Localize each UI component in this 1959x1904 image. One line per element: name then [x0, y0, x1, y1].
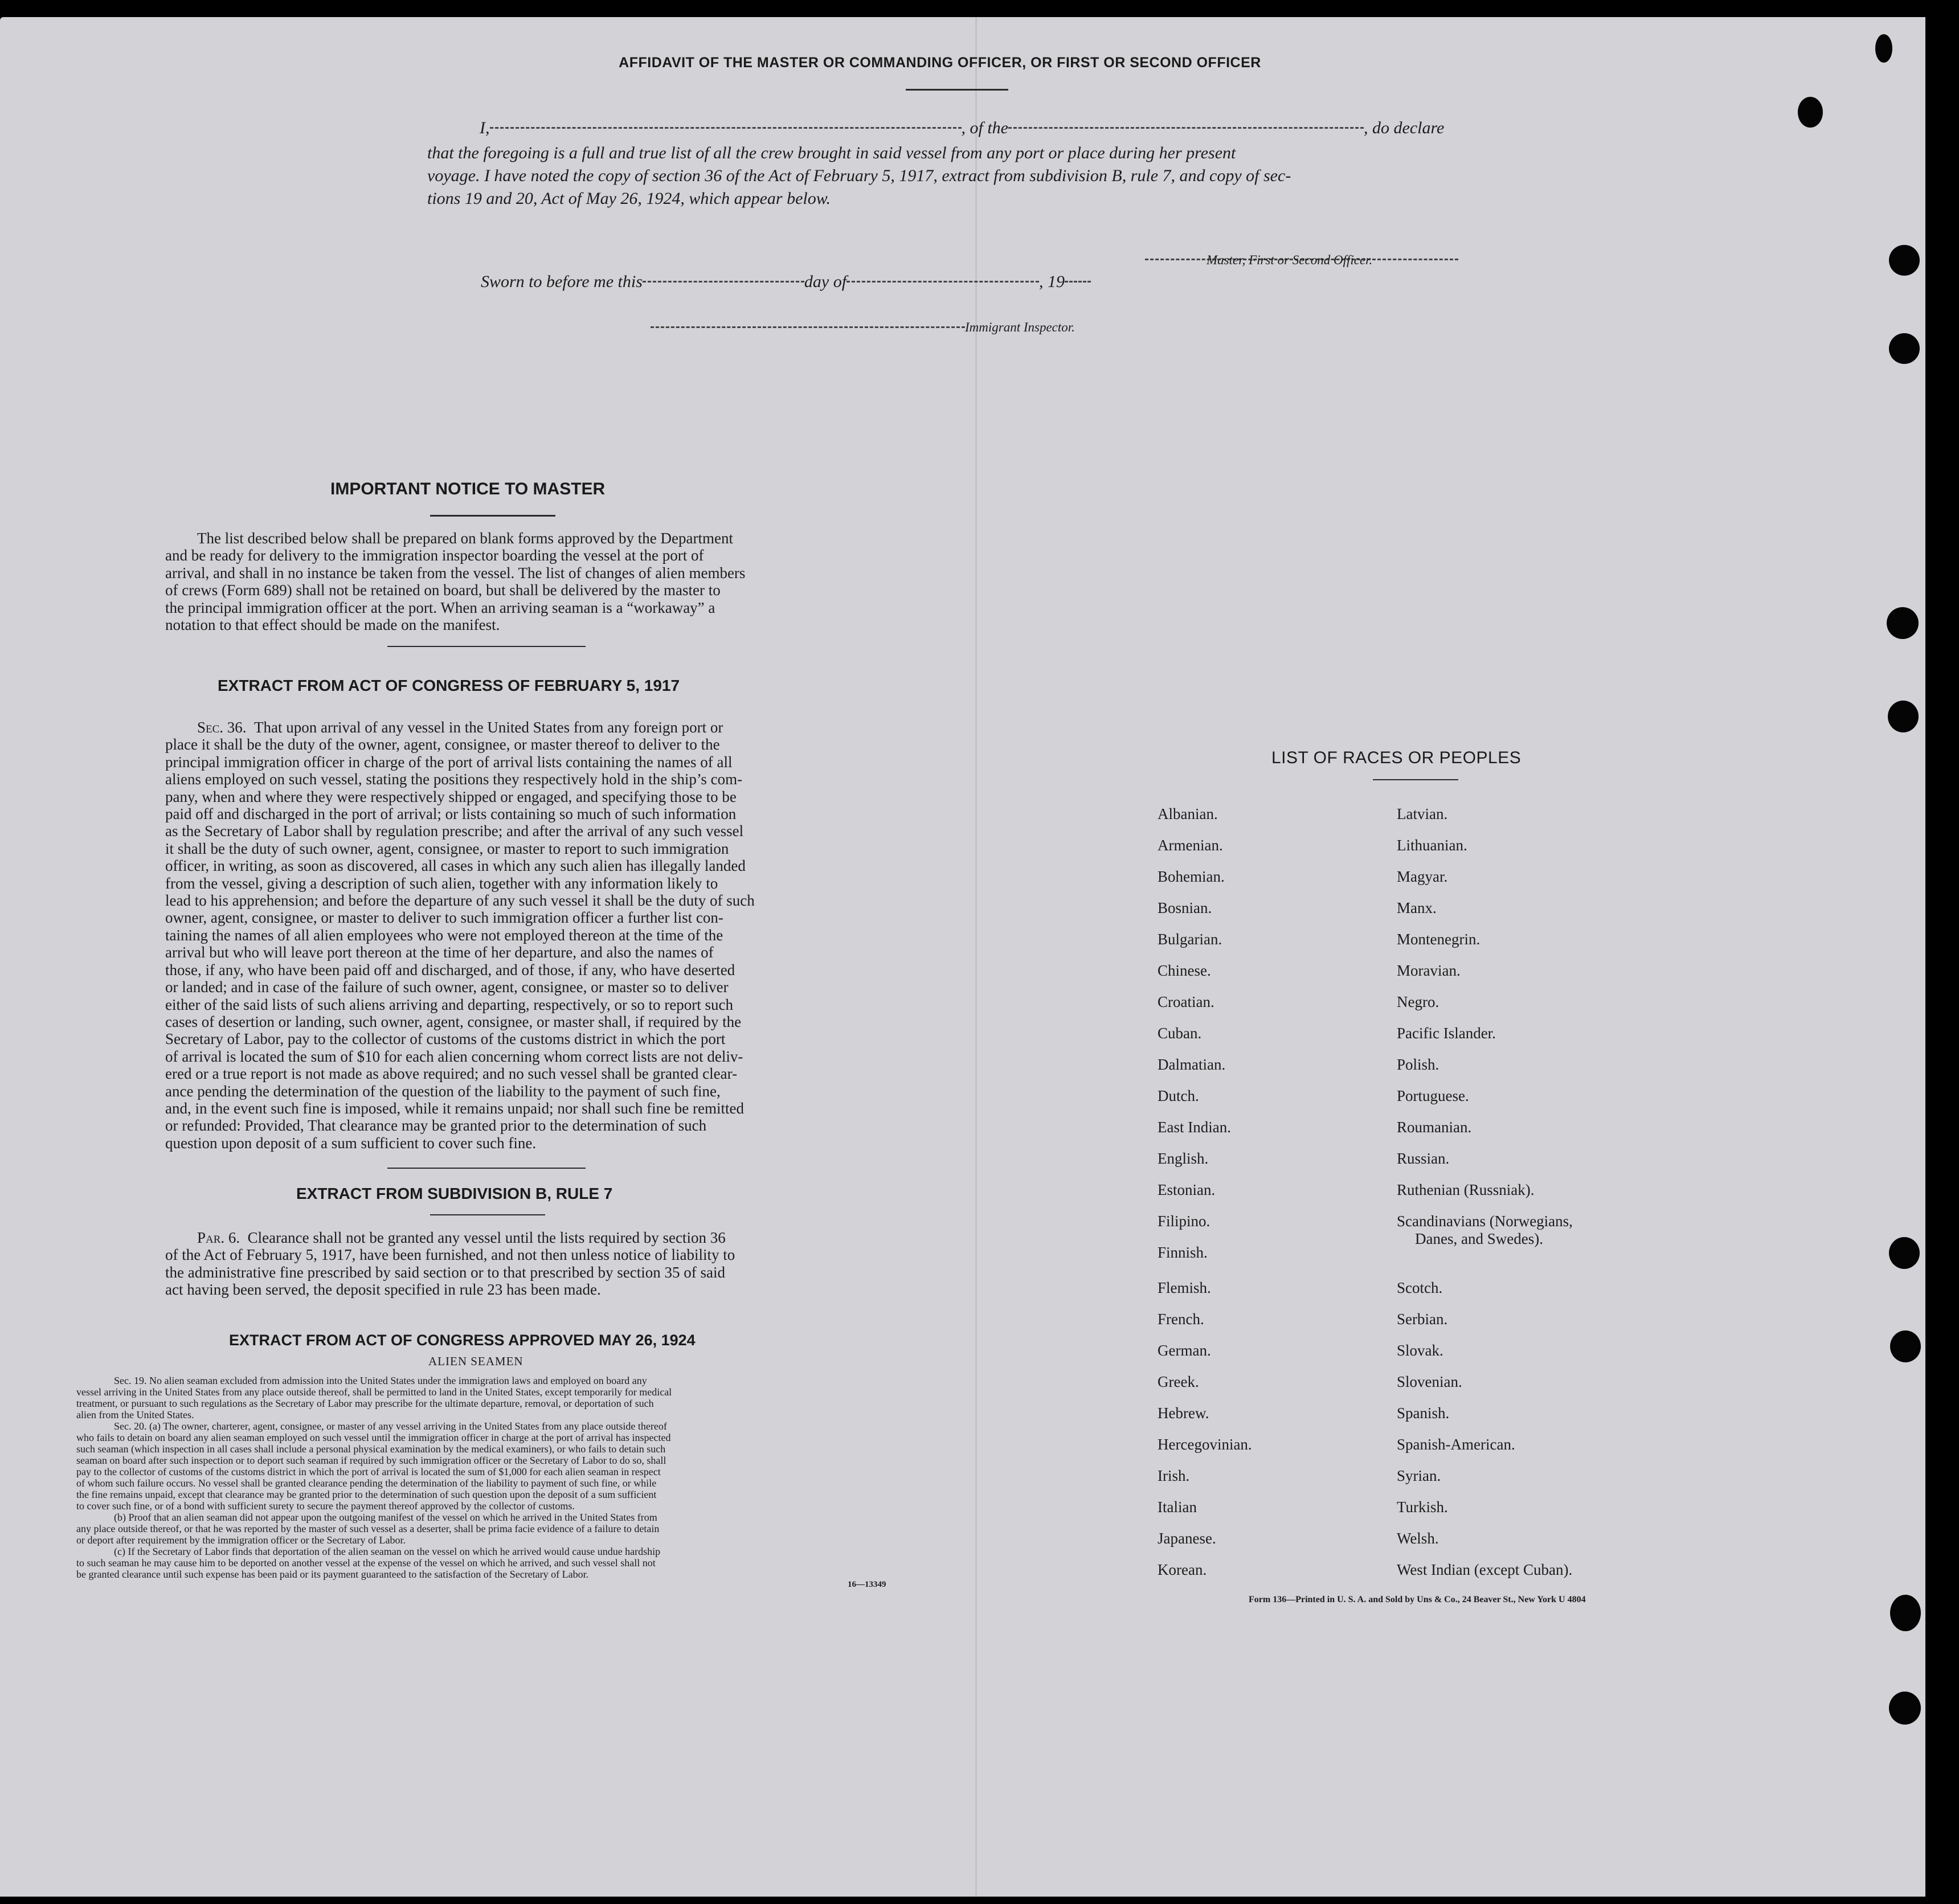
- alien-seamen-line: the fine remains unpaid, except that clearance may be granted prior to the determination of such question upon the deposit of a sum sufficient: [76, 1489, 657, 1500]
- race-left-5: Bulgarian.: [1158, 931, 1222, 948]
- rule-7-body: [165, 1229, 806, 1299]
- notice-line: the principal immigration officer at the port. When an arriving seaman is a “workaway” a: [165, 599, 715, 616]
- race-left-19: Greek.: [1158, 1373, 1199, 1390]
- race-right-19: Spanish.: [1397, 1405, 1450, 1422]
- name-blank[interactable]: [490, 127, 962, 129]
- race-right-4: Manx.: [1397, 899, 1437, 916]
- punch-hole: [1887, 607, 1919, 639]
- race-left-23: Italian: [1158, 1498, 1197, 1516]
- race-left-6: Chinese.: [1158, 962, 1211, 979]
- races-rule: [1373, 779, 1458, 780]
- section-rule: [387, 646, 586, 647]
- rule-7-line: Clearance shall not be granted any vessel until the lists required by section 36: [247, 1229, 726, 1246]
- sworn-year-blank[interactable]: [1065, 281, 1091, 282]
- race-right-5: Montenegrin.: [1397, 931, 1481, 948]
- alien-seamen-body: [76, 1375, 893, 1580]
- race-left-25: Korean.: [1158, 1561, 1207, 1578]
- master-signature-label: Master, First or Second Officer.: [1207, 253, 1373, 267]
- notice-title: IMPORTANT NOTICE TO MASTER: [330, 480, 606, 498]
- race-right-3: Magyar.: [1397, 868, 1448, 885]
- affidavit-declare: , do declare: [1364, 118, 1445, 137]
- sec-36-line: from the vessel, giving a description of such alien, together with any information likely to: [165, 874, 718, 892]
- race-right-14-cont: Danes, and Swedes).: [1415, 1230, 1543, 1247]
- race-right-10: Portuguese.: [1397, 1087, 1469, 1104]
- affidavit-line-1: [480, 118, 1444, 138]
- form-page: [0, 17, 1925, 1897]
- sec-36-line: owner, agent, consignee, or master to deliver to such immigration officer a further list con-: [165, 909, 723, 927]
- sworn-prefix: Sworn to before me this: [481, 272, 643, 291]
- notice-body: [165, 530, 806, 633]
- race-left-15: Finnish.: [1158, 1244, 1208, 1261]
- alien-seamen-line: alien from the United States.: [76, 1409, 194, 1420]
- sec-36-line: question upon deposit of a sum sufficient to cover such fine.: [165, 1134, 537, 1152]
- vessel-blank[interactable]: [1008, 127, 1364, 129]
- alien-seamen-line: to cover such fine, or of a bond with sufficient surety to secure the payment thereof approved by the collector of customs.: [76, 1500, 575, 1512]
- alien-seamen-line: to such seaman he may cause him to be deported on another vessel at the expense of the vessel on which he arrived, and such vessel shall not: [76, 1557, 656, 1569]
- sec-36-line: as the Secretary of Labor shall by regulation prescribe; and after the arrival of any such vessel: [165, 822, 744, 840]
- race-left-9: Dalmatian.: [1158, 1056, 1226, 1073]
- race-right-15: Scotch.: [1397, 1279, 1443, 1296]
- race-left-13: Estonian.: [1158, 1181, 1216, 1198]
- race-left-21: Hercegovinian.: [1158, 1436, 1252, 1453]
- alien-seamen-line: (c) If the Secretary of Labor finds that deportation of the alien seaman on the vessel on which he arrived would cause undue hardship: [114, 1546, 661, 1557]
- sworn-line: [481, 272, 1091, 292]
- alien-seamen-line: any place outside thereof, or that he was reported by the master of such vessel as a deserter, shall be prima facie evidence of a failure to detain: [76, 1523, 660, 1534]
- par-6-label: Par. 6.: [197, 1229, 240, 1246]
- race-right-7: Negro.: [1397, 993, 1439, 1010]
- affidavit-line-2: that the foregoing is a full and true list of all the crew brought in said vessel from any port or place during her present: [427, 144, 1236, 162]
- sworn-year: , 19: [1039, 272, 1065, 291]
- alien-seamen-line: of whom such failure occurs. No vessel shall be granted clearance pending the determination of the liability to payment of such fine, or while: [76, 1477, 657, 1489]
- race-left-1: Albanian.: [1158, 805, 1218, 822]
- alien-seamen-line: be granted clearance until such expense has been paid or its payment guaranteed to the satisfaction of the Secretary of Labor.: [76, 1569, 589, 1580]
- race-right-14: Scandinavians (Norwegians,: [1397, 1213, 1573, 1230]
- notice-line: of crews (Form 689) shall not be retained on board, but shall be delivered by the master to: [165, 582, 721, 599]
- sec-36-line: ance pending the determination of the question of the liability to the payment of such fine,: [165, 1082, 721, 1100]
- punch-hole: [1890, 1330, 1921, 1362]
- sec-36-line: of arrival is located the sum of $10 for each alien concerning whom correct lists are not deliv-: [165, 1047, 743, 1065]
- notice-line: The list described below shall be prepared on blank forms approved by the Department: [197, 530, 733, 547]
- race-right-20: Spanish-American.: [1397, 1436, 1515, 1453]
- form-footer: Form 136—Printed in U. S. A. and Sold by Uns & Co., 24 Beaver St., New York U 4804: [1249, 1595, 1586, 1604]
- race-right-1: Latvian.: [1397, 805, 1448, 822]
- sec-36-line: pany, when and where they were respectively shipped or engaged, and specifying those to be: [165, 788, 737, 805]
- race-left-2: Armenian.: [1158, 837, 1223, 854]
- punch-hole: [1889, 1692, 1921, 1725]
- race-right-9: Polish.: [1397, 1056, 1439, 1073]
- rule-7-rule: [430, 1214, 545, 1215]
- sec-36-line: or landed; and in case of the failure of such owner, agent, consignee, or master so to deliver: [165, 978, 729, 996]
- alien-seamen-line: seaman on board after such inspection or to deport such seaman if required by such immigration officer or the Secretary of Labor to do so, shall: [76, 1455, 666, 1466]
- sec-36-line: That upon arrival of any vessel in the United States from any foreign port or: [254, 719, 723, 736]
- race-right-11: Roumanian.: [1397, 1119, 1472, 1136]
- race-right-21: Syrian.: [1397, 1467, 1441, 1484]
- alien-seamen-line: or deport after requirement by the immigration officer or the Secretary of Labor.: [76, 1534, 406, 1546]
- alien-seamen-line: (b) Proof that an alien seaman did not appear upon the outgoing manifest of the vessel on which he arrived in the United States from: [114, 1512, 657, 1523]
- sec-36-line: arrival but who will leave port thereon at the time of her departure, and also the names of: [165, 944, 714, 961]
- affidavit-line-4: tions 19 and 20, Act of May 26, 1924, which appear below.: [427, 189, 831, 208]
- sworn-day-blank[interactable]: [643, 281, 804, 282]
- affidavit-line-3: voyage. I have noted the copy of section 36 of the Act of February 5, 1917, extract from subdivision B, rule 7, and copy of sec-: [427, 166, 1291, 185]
- sec-36-line: and, in the event such fine is imposed, while it remains unpaid; nor shall such fine be remitted: [165, 1099, 745, 1117]
- race-right-18: Slovenian.: [1397, 1373, 1462, 1390]
- race-left-3: Bohemian.: [1158, 868, 1225, 885]
- race-right-24: West Indian (except Cuban).: [1397, 1561, 1573, 1578]
- punch-hole: [1798, 97, 1823, 128]
- affidavit-title: AFFIDAVIT OF THE MASTER OR COMMANDING OFFICER, OR FIRST OR SECOND OFFICER: [619, 55, 1261, 71]
- sworn-day-of: day of: [804, 272, 847, 291]
- race-left-22: Irish.: [1158, 1467, 1190, 1484]
- alien-seamen-line: vessel arriving in the United States from any place outside thereof, shall be permitted to land in the United States, except temporarily for medical: [76, 1386, 672, 1398]
- notice-line: arrival, and shall in no instance be taken from the vessel. The list of changes of alien members: [165, 564, 746, 582]
- extract-1917-title: EXTRACT FROM ACT OF CONGRESS OF FEBRUARY 5, 1917: [218, 677, 680, 694]
- sec-36-body: [165, 719, 806, 1152]
- race-left-16: Flemish.: [1158, 1279, 1211, 1296]
- race-left-8: Cuban.: [1158, 1025, 1202, 1042]
- alien-seamen-line: such seaman (which inspection in all cases shall include a personal physical examination by the medical examiners), or who fails to detain such: [76, 1443, 666, 1455]
- affidavit-of-the: , of the: [961, 118, 1008, 137]
- race-right-16: Serbian.: [1397, 1311, 1448, 1328]
- race-left-17: French.: [1158, 1311, 1204, 1328]
- inspector-signature-blank[interactable]: [651, 326, 965, 328]
- alien-seamen-line: who fails to detain on board any alien seaman employed on such vessel until the immigration officer in charge at the port of arrival has inspected: [76, 1432, 671, 1443]
- race-left-10: Dutch.: [1158, 1087, 1199, 1104]
- race-left-4: Bosnian.: [1158, 899, 1212, 916]
- race-left-12: English.: [1158, 1150, 1209, 1167]
- punch-hole: [1889, 245, 1920, 276]
- sec-36-line: paid off and discharged in the port of arrival; or lists containing so much of such information: [165, 805, 737, 823]
- rule-7-line: of the Act of February 5, 1917, have been furnished, and not then unless notice of liability to: [165, 1246, 735, 1264]
- race-left-7: Croatian.: [1158, 993, 1214, 1010]
- sec-36-line: either of the said lists of such aliens arriving and departing, respectively, or so to report such: [165, 996, 733, 1013]
- sec-36-line: place it shall be the duty of the owner, agent, consignee, or master thereof to deliver to the: [165, 736, 720, 754]
- alien-seamen-line: pay to the collector of customs of the customs district in which the port of arrival is located the sum of $1,000 for each alien seaman in respect: [76, 1466, 661, 1477]
- inspector-label: Immigrant Inspector.: [965, 320, 1075, 334]
- sec-36-line: or refunded: Provided, That clearance may be granted prior to the determination of such: [165, 1117, 707, 1135]
- punch-hole: [1890, 1595, 1921, 1631]
- alien-seamen-line: Sec. 20. (a) The owner, charterer, agent, consignee, or master of any vessel arriving in the United States from any place outside thereof: [114, 1420, 667, 1432]
- alien-seamen-subtitle: ALIEN SEAMEN: [428, 1354, 524, 1368]
- races-title: LIST OF RACES OR PEOPLES: [1271, 748, 1522, 767]
- alien-seamen-line: Sec. 19. No alien seaman excluded from admission into the United States under the immigration laws and employed on board any: [114, 1375, 647, 1386]
- inspector-line: [651, 320, 1075, 335]
- notice-rule: [430, 515, 555, 517]
- punch-hole: [1888, 701, 1919, 732]
- extract-1924-title: EXTRACT FROM ACT OF CONGRESS APPROVED MAY 26, 1924: [229, 1332, 696, 1349]
- print-code: 16—13349: [848, 1580, 886, 1589]
- sec-36-line: aliens employed on such vessel, stating the positions they respectively hold in the ship’s com-: [165, 771, 743, 788]
- rule-7-line: act having been served, the deposit specified in rule 23 has been made.: [165, 1281, 601, 1299]
- notice-line: and be ready for delivery to the immigration inspector boarding the vessel at the port of: [165, 547, 704, 564]
- sec-36-line: Secretary of Labor, pay to the collector of customs of the customs district in which the port: [165, 1030, 726, 1048]
- race-left-24: Japanese.: [1158, 1530, 1216, 1547]
- sec-36-line: lead to his apprehension; and before the departure of any such vessel it shall be the duty of such: [165, 892, 755, 910]
- race-right-12: Russian.: [1397, 1150, 1450, 1167]
- section-rule: [387, 1168, 586, 1169]
- race-left-20: Hebrew.: [1158, 1405, 1209, 1422]
- sec-36-line: those, if any, who have been paid off and discharged, and of those, if any, who have deserted: [165, 961, 735, 978]
- race-right-6: Moravian.: [1397, 962, 1461, 979]
- sworn-month-blank[interactable]: [846, 281, 1039, 282]
- sec-36-line: officer, in writing, as soon as discovered, all cases in which any such alien has illegally landed: [165, 857, 746, 875]
- race-left-11: East Indian.: [1158, 1119, 1231, 1136]
- punch-hole: [1889, 333, 1920, 364]
- race-right-2: Lithuanian.: [1397, 837, 1467, 854]
- sec-36-label: Sec. 36.: [197, 719, 247, 736]
- rule-7-line: the administrative fine prescribed by said section or to that prescribed by section 35 of said: [165, 1263, 725, 1281]
- page-fold: [975, 17, 977, 1897]
- affidavit-i: I,: [480, 118, 490, 137]
- race-right-22: Turkish.: [1397, 1498, 1448, 1516]
- race-left-14: Filipino.: [1158, 1213, 1210, 1230]
- punch-hole: [1889, 1237, 1920, 1269]
- alien-seamen-line: treatment, or pursuant to such regulations as the Secretary of Labor may prescribe for the ultimate departure, removal, or deportation of such: [76, 1398, 654, 1409]
- sec-36-line: it shall be the duty of such owner, agent, consignee, or master to report to such immigration: [165, 840, 729, 857]
- race-right-23: Welsh.: [1397, 1530, 1439, 1547]
- sec-36-line: cases of desertion or landing, such owner, agent, consignee, or master shall, if required by the: [165, 1013, 742, 1030]
- rule-7-title: EXTRACT FROM SUBDIVISION B, RULE 7: [296, 1185, 613, 1202]
- title-rule: [906, 89, 1008, 91]
- notice-line: notation to that effect should be made on the manifest.: [165, 616, 500, 634]
- race-right-17: Slovak.: [1397, 1342, 1443, 1359]
- sec-36-line: principal immigration officer in charge of the port of arrival lists containing the names of all: [165, 753, 733, 771]
- sec-36-line: ered or a true report is not made as above required; and no such vessel shall be granted clear-: [165, 1065, 738, 1083]
- sec-36-line: taining the names of all alien employees who were not employed thereon at the time of the: [165, 926, 723, 944]
- race-right-8: Pacific Islander.: [1397, 1025, 1496, 1042]
- race-left-18: German.: [1158, 1342, 1211, 1359]
- race-right-13: Ruthenian (Russniak).: [1397, 1181, 1535, 1198]
